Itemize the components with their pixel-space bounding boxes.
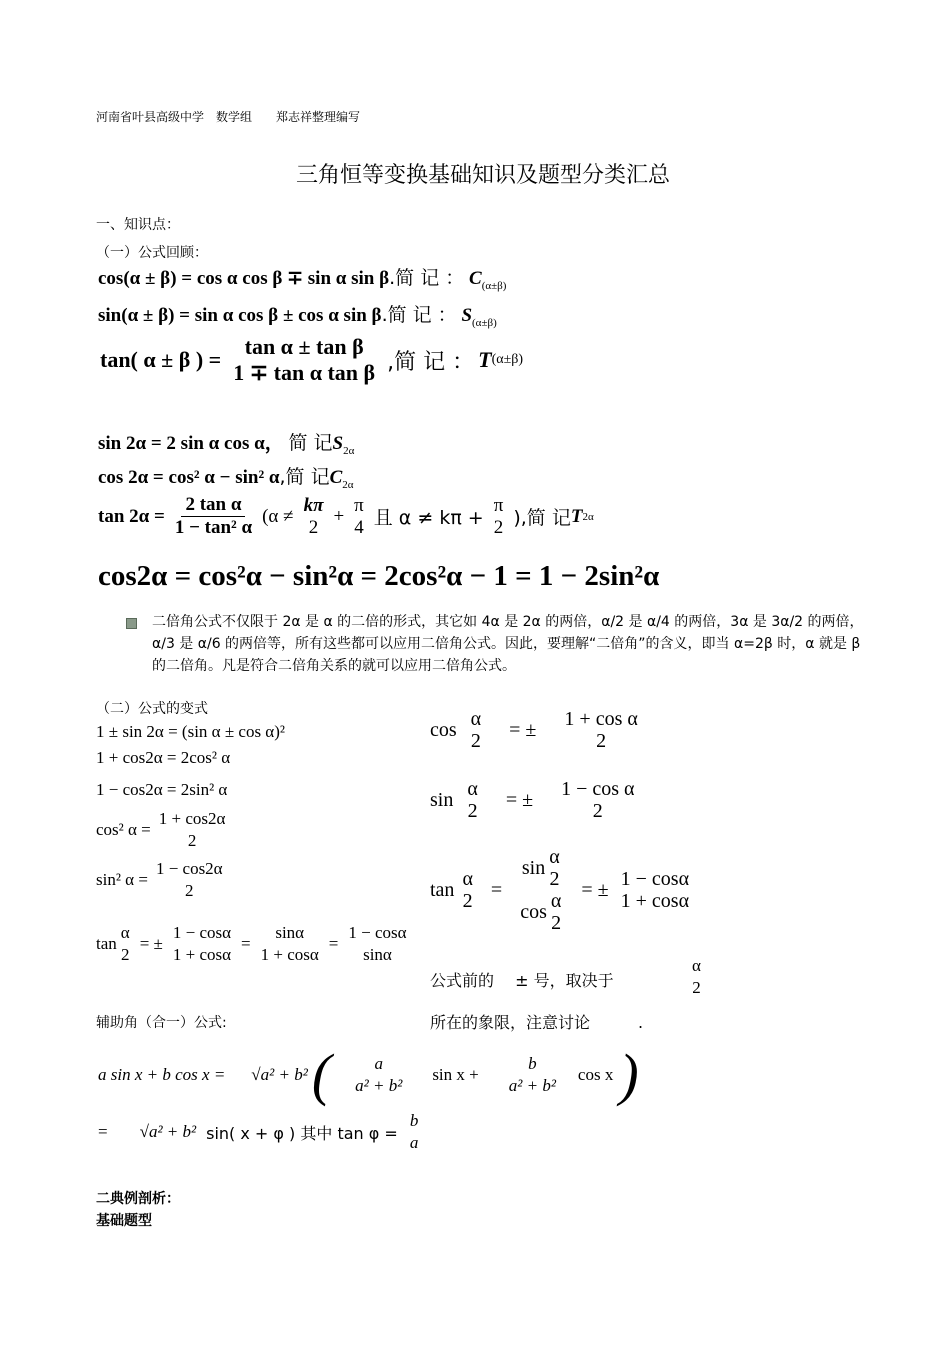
- page-title: 三角恒等变换基础知识及题型分类汇总: [296, 163, 671, 188]
- half-angle-tan: tan α 2 = sin α 2 cos α 2 = ± 1 − cosα 1 + cosα: [430, 846, 690, 934]
- variant-3: 1 − cos2α = 2sin² α: [96, 780, 228, 799]
- sign-note-fraction: α 2: [692, 956, 701, 997]
- tan-sum-fraction: tan α ± tan β 1 ∓ tan α tan β: [233, 334, 376, 385]
- pi-over-4: π 4: [354, 494, 364, 538]
- half-angle-cos: cos α 2 = ± 1 + cos α 2: [430, 708, 638, 752]
- aux-angle-result: = √ a² + b² sin( x + φ ) 其中 tan φ = b a: [98, 1111, 419, 1152]
- formula-tan-sum: tan( α ± β ) = tan α ± tan β 1 ∓ tan α tan β ,简 记 ： T (α±β): [100, 334, 524, 385]
- tan-double-fraction: $\frac{\text{2 tan α}}{\text{1 − tan² α}}$: [174, 494, 253, 538]
- variant-sin-square: sin² α = 1 − cos2α 2: [96, 859, 223, 900]
- half-angle-sin: sin α 2 = ± 1 − cos α 2: [430, 778, 635, 822]
- aux-angle-label: 辅助角（合一）公式:: [96, 1015, 227, 1031]
- formula-sin-sum: sin(α ± β) = sin α cos β ± cos α sin β.简 记 ： $S_{(\alpha\pm\beta)}$: [98, 304, 497, 329]
- document-header: 河南省叶县高级中学 数学组 郑志祥整理编写: [96, 110, 361, 124]
- variant-tan-half: tan α 2 = ± 1 − cosα 1 + cosα = sinα 1 + cosα = 1 − cosα sinα: [96, 923, 407, 964]
- k-pi-over-2: kπ 2: [303, 494, 324, 538]
- formula-cos-double: cos 2α = cos² α − sin² α,简 记$C_{2\alpha}$: [98, 466, 354, 491]
- variant-1: 1 ± sin 2α = (sin α ± cos α)²: [96, 722, 285, 741]
- sign-note-line1: 公式前的 ± 号，取决于: [430, 971, 614, 990]
- section-heading-knowledge: 一、知识点：: [96, 217, 180, 233]
- subheading-variants: （二）公式的变式: [96, 701, 208, 717]
- sign-note-line2: 所在的象限，注意讨论 .: [430, 1013, 644, 1032]
- subheading-basic-types: 基础题型: [96, 1213, 152, 1229]
- formula-sin-double: sin 2α = 2 sin α cos α， 简 记$S_{2\alpha}$: [98, 432, 355, 457]
- formula-tan-double: tan 2α = $\frac{\text{2 tan α}}{\text{1 − tan² α}}$ (α ≠ kπ 2 + π 4 且 α ≠ kπ + π 2 ),简 记 T 2α: [98, 494, 594, 538]
- section-heading-examples: 二典例剖析：: [96, 1191, 180, 1207]
- variant-2: 1 + cos2α = 2cos² α: [96, 748, 231, 767]
- subheading-review: （一）公式回顾：: [96, 245, 208, 261]
- double-angle-note: 二倍角公式不仅限于 2α 是 α 的二倍的形式，其它如 4α 是 2α 的两倍，α/2 是 α/4 的两倍，3α 是 3α/2 的两倍，α/3 是 α/6 的两倍等，所有这些都可以应用二倍角公式。因此，要理解“二倍角”的含义，即当 α=2β 时，α 就是 β 的二倍角。凡是符合二倍角关系的就可以应用二倍角公式。: [152, 614, 864, 674]
- variant-cos-square: cos² α = 1 + cos2α 2: [96, 809, 226, 850]
- pi-over-2: π 2: [493, 494, 504, 538]
- formula-cos-double-forms: cos2α = cos²α − sin²α = 2cos²α − 1 = 1 − 2sin²α: [98, 560, 660, 592]
- bullet-icon: [126, 618, 137, 629]
- formula-cos-sum: cos(α ± β) = cos α cos β ∓ sin α sin β.简 记 ： $C_{(\alpha\pm\beta)}$: [98, 267, 507, 292]
- aux-angle-formula: a sin x + b cos x = √ a² + b² ( a a² + b² sin x + b a² + b² cos x ): [98, 1042, 639, 1107]
